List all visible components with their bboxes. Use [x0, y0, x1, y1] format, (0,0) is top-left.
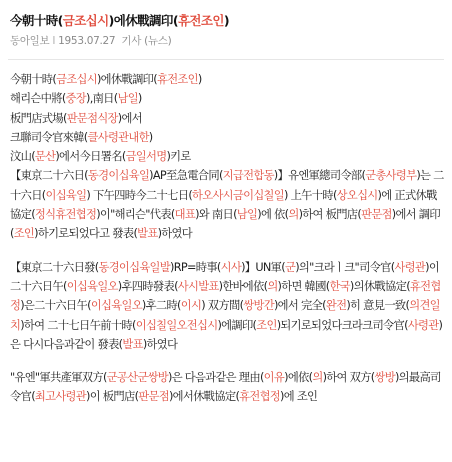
hangul-reading: 중장 [65, 92, 86, 106]
text-run: )에서休戰協定( [168, 390, 240, 404]
article-body [10, 70, 444, 407]
text-run: )하였다 [157, 227, 192, 241]
article-category: 기사 (뉴스) [121, 35, 172, 47]
text-run: 今朝十時( [10, 13, 63, 28]
text-run: )후二時( [141, 299, 181, 313]
hangul-reading: 클사령관내한 [87, 130, 149, 144]
hangul-reading: 문산 [34, 150, 56, 164]
article-paragraph [10, 70, 444, 89]
hangul-reading: 남일 [236, 208, 258, 222]
text-run: )한바에依( [218, 279, 268, 293]
text-run: )에 조인 [280, 390, 318, 404]
text-run: )의"크라ㅣ크"司令官( [295, 260, 395, 274]
text-run: ) [197, 73, 202, 86]
text-run: ),南日( [85, 92, 118, 106]
text-run: )에 依( [257, 208, 289, 222]
hangul-reading: 발표 [122, 337, 143, 351]
text-run: )】유엔軍總司令部( [273, 169, 366, 183]
text-run: 【東京二十六日發( [10, 260, 99, 274]
hangul-reading: 사령관 [407, 318, 439, 332]
text-run: )RP=時事( [169, 260, 221, 274]
text-run: ) 双方間( [201, 299, 244, 313]
hangul-reading: 이십육일 [45, 188, 87, 202]
text-run: )하여 双方( [322, 371, 375, 385]
hangul-reading: 조인 [256, 318, 277, 332]
hangul-reading: 한국 [329, 279, 350, 293]
text-run: )에서 完全( [273, 299, 326, 313]
source-name[interactable]: 동아일보 [10, 35, 50, 47]
hangul-reading: 남일 [117, 92, 138, 106]
hangul-reading: 동경이십육일발 [98, 260, 170, 274]
publish-date: 1953.07.27 [58, 35, 116, 47]
text-run: )의最高司令官( [10, 371, 441, 404]
text-run: )에 正式休戰協定( [10, 188, 437, 222]
hangul-reading: 판문점 [138, 390, 169, 404]
text-run: )에서 [117, 111, 142, 125]
hangul-reading: 군총사령부 [365, 169, 417, 183]
text-run: )되기로되었다크라크司令官( [276, 318, 408, 332]
text-run: )은 다시다음과같이 發表( [10, 318, 443, 351]
article-title [10, 12, 444, 30]
text-run: 해리슨中將( [10, 92, 66, 106]
hangul-reading: 이시 [180, 299, 202, 313]
hangul-reading: 상오십시 [336, 188, 378, 202]
text-run: 크聯司令官來韓( [10, 130, 88, 144]
text-run: )의休戰協定( [349, 279, 410, 293]
text-run: )이 二十六日午( [10, 260, 440, 293]
text-run: )AP至急電合同( [149, 169, 223, 183]
hangul-reading: 판문점식장 [66, 111, 118, 125]
hangul-reading: 휴전조인 [156, 73, 198, 86]
text-run: )하기로되었다고 發表( [34, 227, 138, 241]
hangul-reading: 대표 [174, 208, 196, 222]
text-run: )와 南日( [195, 208, 237, 222]
hangul-reading: 의 [312, 371, 323, 385]
article-meta [10, 33, 444, 49]
hangul-reading: 휴전협정 [239, 390, 281, 404]
text-run: ) [223, 13, 229, 28]
hangul-reading: 쌍방간 [243, 299, 274, 313]
hangul-reading: 휴전조인 [177, 13, 224, 28]
text-run: )하면 韓國( [277, 279, 330, 293]
hangul-reading: 의 [267, 279, 278, 293]
text-run: 【東京二十六日( [10, 169, 88, 183]
text-run: )하여 板門店( [298, 208, 362, 222]
hangul-reading: 금조십시 [56, 73, 97, 86]
hangul-reading: 이십육일오 [90, 299, 142, 313]
text-run: )이 板門店( [85, 390, 139, 404]
text-run: 板門店式場( [10, 111, 67, 125]
meta-separator: I [52, 35, 56, 47]
text-run: )에休戰調印( [96, 73, 157, 86]
hangul-reading: 휴전협정 [10, 279, 441, 313]
paragraph-gap [10, 244, 444, 258]
text-run: )에서今日署名( [55, 150, 126, 164]
hangul-reading: 쌍방 [374, 371, 395, 385]
hangul-reading: 판문점 [361, 208, 392, 222]
text-run: )에依( [284, 371, 313, 385]
text-run: ) [137, 92, 142, 106]
hangul-reading: 군공산군쌍방 [106, 371, 168, 385]
article-paragraph [10, 147, 444, 166]
hangul-reading: 동경이십육일 [87, 169, 150, 183]
hangul-reading: 하오사시금이십칠일 [192, 188, 284, 202]
hangul-reading: 이십칠일오전십시 [135, 318, 218, 332]
text-run: )은二十六日午( [20, 299, 91, 313]
hangul-reading: 사령관 [394, 260, 426, 274]
article-paragraph [10, 89, 444, 108]
text-run: 今朝十時( [10, 73, 57, 86]
text-run: "유엔"軍共產軍双方( [10, 371, 107, 385]
hangul-reading: 사시발표 [177, 279, 219, 293]
hangul-reading: 최고사령관 [34, 390, 86, 404]
text-run: )이"해리슨"代表( [96, 208, 175, 222]
article-paragraph [10, 128, 444, 147]
article-paragraph [10, 109, 444, 128]
hangul-reading: 군 [285, 260, 296, 274]
hangul-reading: 조인 [13, 227, 35, 241]
article-paragraph [10, 368, 444, 407]
hangul-reading: 의견일치 [10, 299, 440, 332]
hangul-reading: 지급전합동 [222, 169, 274, 183]
hangul-reading: 정식휴전협정 [34, 208, 97, 222]
hangul-reading: 의 [288, 208, 299, 222]
header-divider [8, 59, 444, 60]
text-run: )은 다음과같은 理由( [168, 371, 264, 385]
hangul-reading: 금조십시 [62, 13, 109, 28]
hangul-reading: 이십육일오 [66, 279, 118, 293]
article-paragraph [10, 166, 444, 243]
text-run: ) 下午四時今二十七日( [86, 188, 193, 202]
hangul-reading: 이유 [263, 371, 285, 385]
text-run: )에休戰調印( [108, 13, 178, 28]
hangul-reading: 발표 [137, 227, 158, 241]
article-paragraph [10, 258, 444, 354]
text-run: )】UN軍( [241, 260, 285, 274]
text-run: )는 二十六日( [10, 169, 444, 202]
text-run: )키로 [166, 150, 191, 164]
hangul-reading: 시사 [220, 260, 242, 274]
text-run: )에調印( [217, 318, 257, 332]
text-run: 汶山( [10, 150, 35, 164]
text-run: )하여 二十七日午前十時( [20, 318, 136, 332]
text-run: )에서 調印( [10, 208, 440, 241]
text-run: ) [148, 130, 153, 144]
text-run: ) 上午十時( [283, 188, 337, 202]
paragraph-gap [10, 354, 444, 368]
text-run: )후四時發表( [117, 279, 178, 293]
text-run: )히 意見一致( [346, 299, 410, 313]
hangul-reading: 금일서명 [125, 150, 167, 164]
hangul-reading: 완전 [325, 299, 347, 313]
text-run: )하였다 [142, 337, 178, 351]
